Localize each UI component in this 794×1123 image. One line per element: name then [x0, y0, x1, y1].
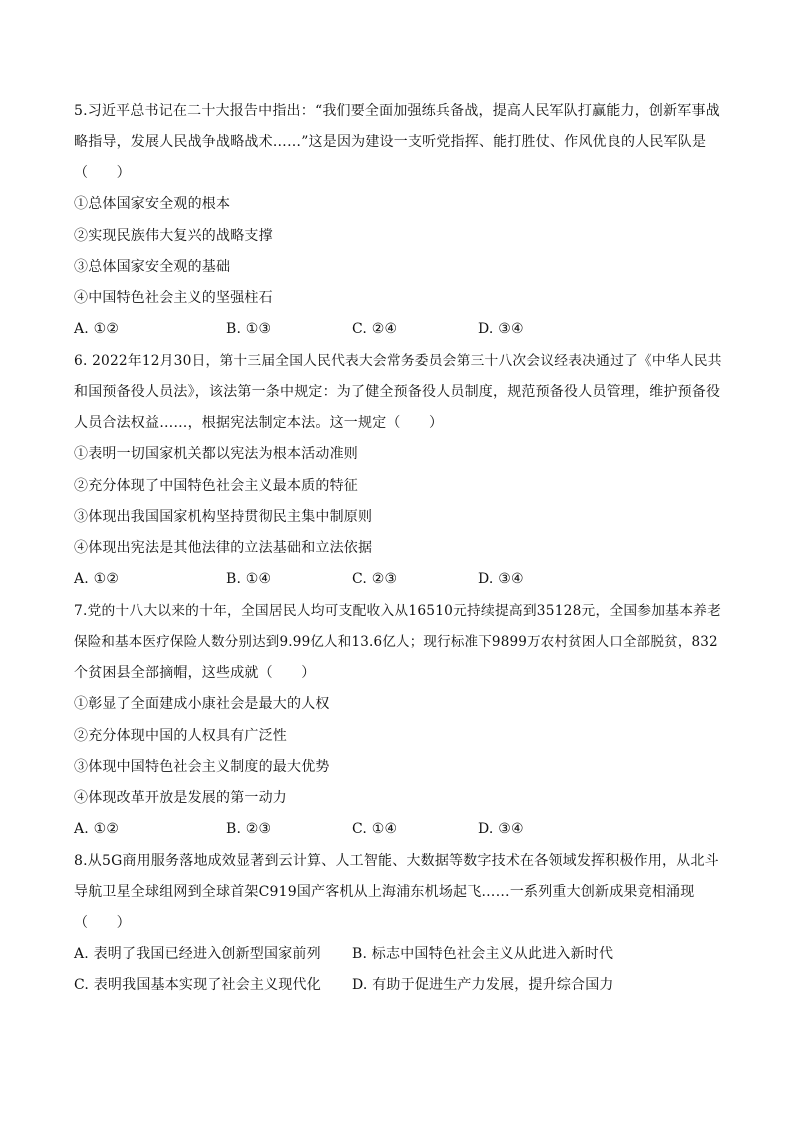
q7-item-2: ②充分体现中国的人权具有广泛性 [74, 728, 287, 744]
q6-option-c[interactable]: C. ②③ [352, 571, 398, 587]
q5-option-c[interactable]: C. ②④ [352, 321, 398, 337]
q8-option-c[interactable]: C. 表明我国基本实现了社会主义现代化 [74, 977, 321, 993]
q8-option-b[interactable]: B. 标志中国特色社会主义从此进入新时代 [352, 946, 614, 962]
q7-item-4: ④体现改革开放是发展的第一动力 [74, 790, 287, 806]
q5-answer-blank: （ ） [74, 165, 131, 181]
q5-item-1: ①总体国家安全观的根本 [74, 196, 231, 212]
q6-item-2: ②充分体现了中国特色社会主义最本质的特征 [74, 478, 358, 494]
q7-stem-line-2: 保险和基本医疗保险人数分别达到9.99亿人和13.6亿人；现行标准下9899万农村贫困人口全部脱贫，832 [74, 634, 718, 650]
q6-stem-line-3: 人员合法权益……，根据宪法制定本法。这一规定（ ） [74, 415, 444, 431]
q5-option-b[interactable]: B. ①③ [226, 321, 272, 337]
q5-item-4: ④中国特色社会主义的坚强柱石 [74, 290, 273, 306]
q8-answer-blank: （ ） [74, 915, 131, 931]
q6-option-b[interactable]: B. ①④ [226, 571, 272, 587]
q8-option-a[interactable]: A. 表明了我国已经进入创新型国家前列 [74, 946, 321, 962]
q7-option-a[interactable]: A. ①② [74, 821, 120, 837]
q7-item-3: ③体现中国特色社会主义制度的最大优势 [74, 759, 330, 775]
q5-item-3: ③总体国家安全观的基础 [74, 259, 231, 275]
q8-option-d[interactable]: D. 有助于促进生产力发展，提升综合国力 [352, 977, 614, 993]
q5-stem-line-2: 略指导，发展人民战争战略战术……”这是因为建设一支听党指挥、能打胜仗、作风优良的人民军队是 [74, 134, 707, 150]
q7-option-d[interactable]: D. ③④ [478, 821, 524, 837]
q5-option-a[interactable]: A. ①② [74, 321, 120, 337]
q6-option-a[interactable]: A. ①② [74, 571, 120, 587]
q7-item-1: ①彰显了全面建成小康社会是最大的人权 [74, 696, 330, 712]
q6-stem-line-1: 6. 2022年12月30日，第十三届全国人民代表大会常务委员会第三十八次会议经表决通过了《中华人民共 [74, 353, 722, 369]
q6-item-3: ③体现出我国国家机构坚持贯彻民主集中制原则 [74, 509, 373, 525]
q7-stem-line-3: 个贫困县全部摘帽，这些成就（ ） [74, 665, 316, 681]
q5-item-2: ②实现民族伟大复兴的战略支撑 [74, 228, 273, 244]
q5-stem-line-1: 5.习近平总书记在二十大报告中指出：“我们要全面加强练兵备战，提高人民军队打赢能力，创新军事战 [74, 103, 720, 119]
q7-option-c[interactable]: C. ①④ [352, 821, 398, 837]
q6-item-4: ④体现出宪法是其他法律的立法基础和立法依据 [74, 540, 373, 556]
q6-item-1: ①表明一切国家机关都以宪法为根本活动准则 [74, 446, 358, 462]
q6-stem-line-2: 和国预备役人员法》，该法第一条中规定：为了健全预备役人员制度，规范预备役人员管理，维护预备役 [74, 384, 721, 400]
q6-option-d[interactable]: D. ③④ [478, 571, 524, 587]
q5-option-d[interactable]: D. ③④ [478, 321, 524, 337]
q7-option-b[interactable]: B. ②③ [226, 821, 272, 837]
q8-stem-line-1: 8.从5G商用服务落地成效显著到云计算、人工智能、大数据等数字技术在各领域发挥积极作用，从北斗 [74, 853, 719, 869]
q7-stem-line-1: 7.党的十八大以来的十年，全国居民人均可支配收入从16510元持续提高到35128元，全国参加基本养老 [74, 603, 722, 619]
q8-stem-line-2: 导航卫星全球组网到全球首架C919国产客机从上海浦东机场起飞……一系列重大创新成果竞相涌现 [74, 884, 695, 900]
